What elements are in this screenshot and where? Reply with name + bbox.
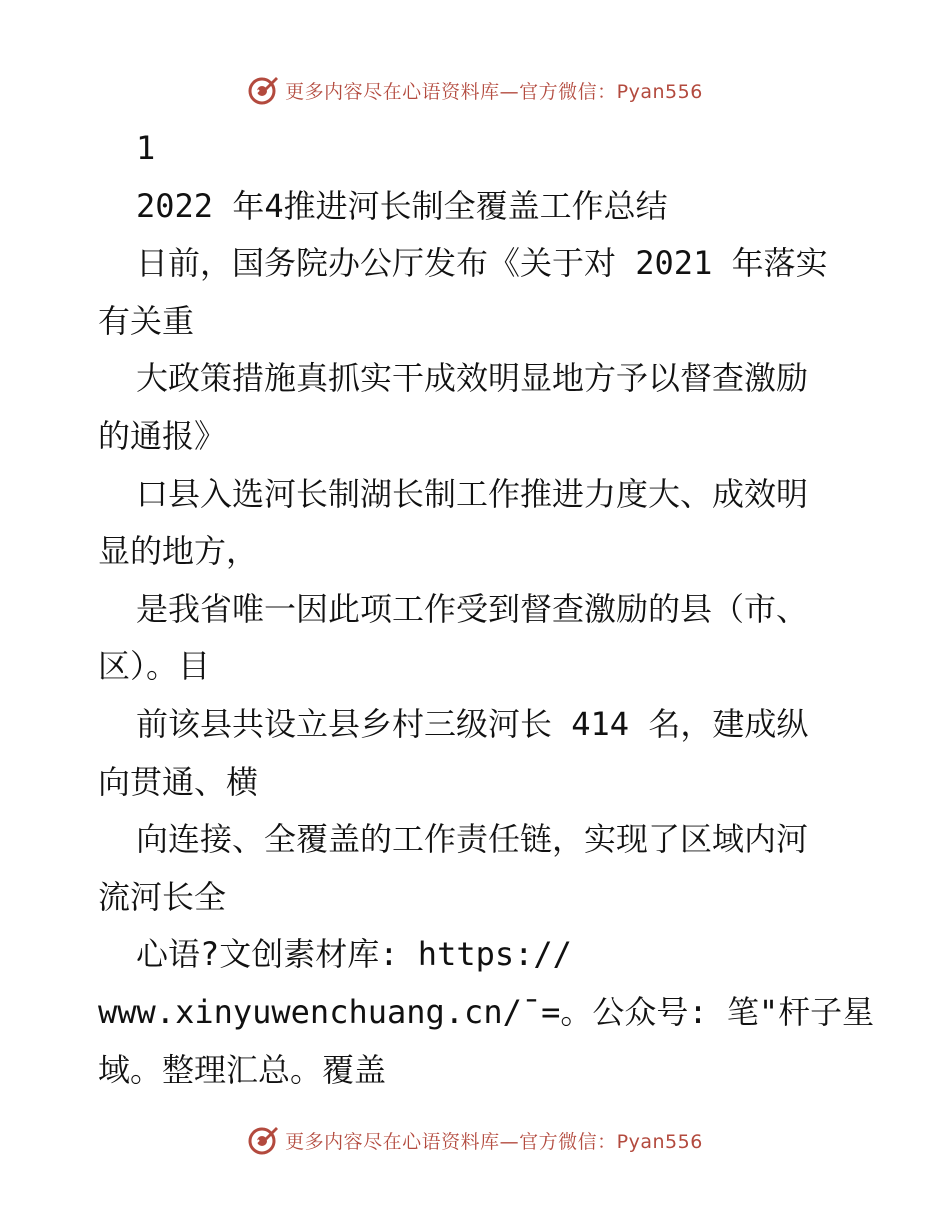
pen-logo-icon [247, 74, 279, 106]
text-line: 是我省唯一因此项工作受到督查激励的县（市、 [136, 589, 809, 628]
text-line: 域。整理汇总。覆盖 [98, 1050, 387, 1089]
text-line: 口县入选河长制湖长制工作推进力度大、成效明 [136, 474, 809, 513]
text-line: 显的地方， [98, 532, 259, 571]
watermark-text: 更多内容尽在心语资料库—官方微信：Pyan556 [285, 1130, 703, 1153]
footer-watermark [0, 1120, 950, 1160]
text-line: 区）。目 [98, 647, 211, 686]
text-line: 有关重 [98, 301, 195, 340]
text-line: 向贯通、横 [98, 762, 259, 801]
text-line: 的通报》 [98, 416, 227, 455]
text-line: 心语?文创素材库: https:// [136, 935, 572, 974]
text-line: 流河长全 [98, 877, 227, 916]
text-line: 1 [136, 129, 156, 167]
text-line: www.xinyuwenchuang.cn/¯=。公众号: 笔"杆子星 [98, 992, 875, 1031]
watermark-text: 更多内容尽在心语资料库—官方微信：Pyan556 [285, 80, 703, 103]
text-line: 前该县共设立县乡村三级河长 414 名，建成纵 [136, 704, 809, 743]
text-line: 大政策措施真抓实干成效明显地方予以督查激励 [136, 359, 809, 398]
document-body [98, 120, 875, 1099]
text-line: 向连接、全覆盖的工作责任链，实现了区域内河 [136, 820, 809, 859]
pen-logo-icon [247, 1124, 279, 1156]
text-line: 日前，国务院办公厅发布《关于对 2021 年落实 [136, 244, 828, 283]
header-watermark [0, 70, 950, 110]
text-line: 2022 年4推进河长制全覆盖工作总结 [136, 186, 668, 225]
